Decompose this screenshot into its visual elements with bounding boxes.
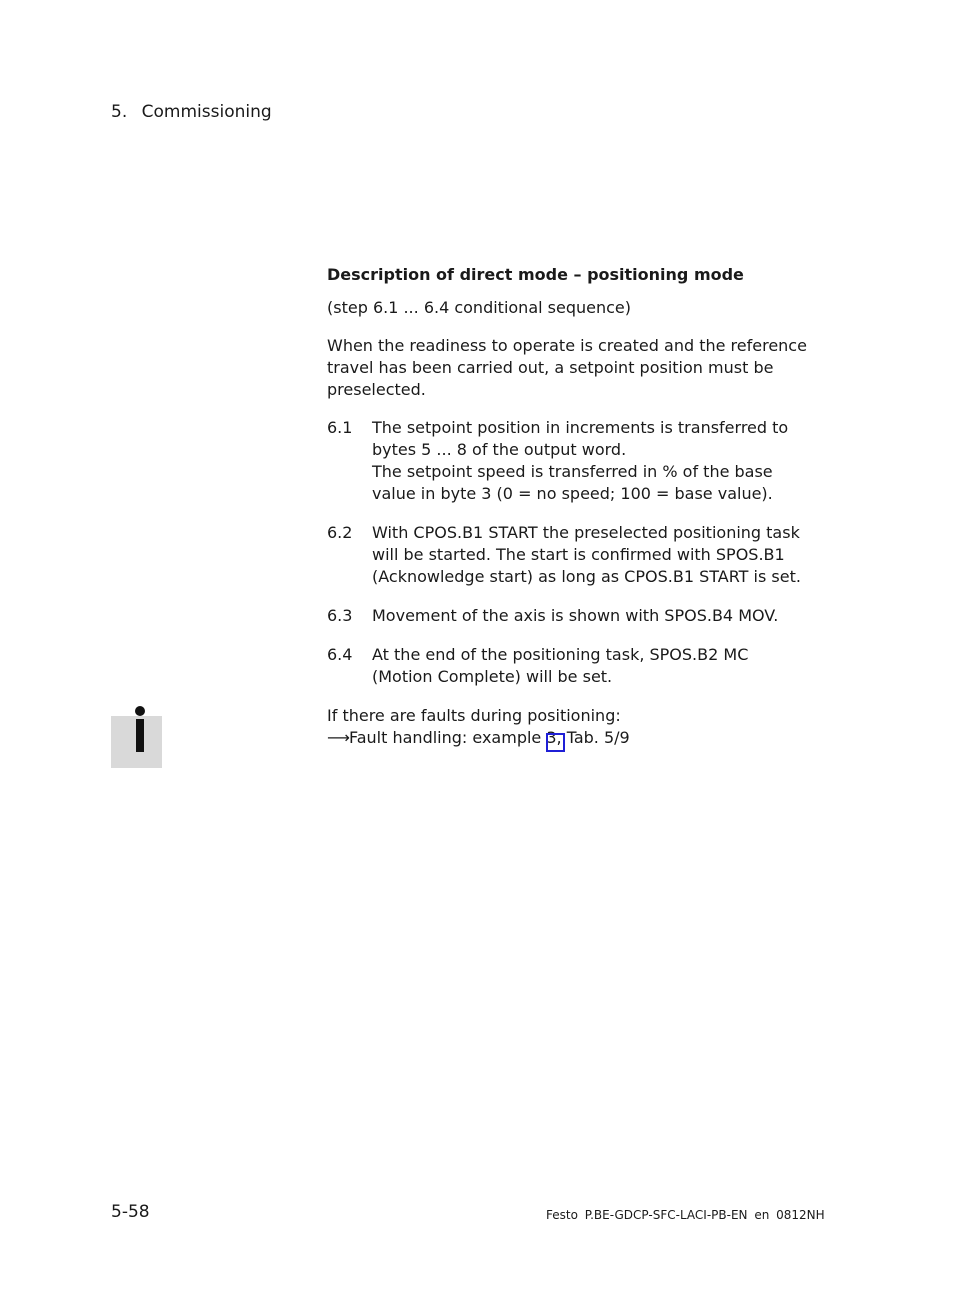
info-icon (111, 716, 162, 768)
step-6-4 (327, 644, 807, 688)
note-text: If there are faults during positioning: (327, 706, 621, 725)
step-6-1 (327, 417, 807, 505)
step-number: 6.3 (327, 606, 353, 625)
step-number: 6.1 (327, 418, 353, 437)
running-header (111, 102, 272, 122)
section-title: Description of direct mode – positioning mode (327, 265, 744, 284)
document-id: Festo P.BE-GDCP-SFC-LACI-PB-EN en 0812NH (546, 1208, 825, 1222)
section-subtitle: (step 6.1 ... 6.4 conditional sequence) (327, 298, 631, 317)
step-line: The setpoint speed is transferred in % of the base value in byte 3 (0 = no speed; 100 = base value). (372, 462, 773, 503)
chapter-title: Commissioning (141, 102, 272, 122)
intro-paragraph: When the readiness to operate is created and the reference travel has been carried out, a setpoint position must be preselected. (327, 336, 807, 399)
step-text (372, 417, 807, 505)
step-6-2 (327, 522, 807, 588)
info-icon-dot (135, 706, 145, 716)
step-text: With CPOS.B1 START the preselected positioning task will be started. The start is confirmed with SPOS.B1 (Acknowledge start) as long as CPOS.B1 START is set. (372, 523, 801, 586)
step-number: 6.2 (327, 523, 353, 542)
fault-note (327, 705, 807, 749)
note-reference-line (327, 727, 807, 749)
step-line: The setpoint position in increments is transferred to bytes 5 ... 8 of the output word. (372, 418, 789, 459)
step-text: At the end of the positioning task, SPOS.B2 MC (Motion Complete) will be set. (372, 645, 749, 686)
page-number: 5-58 (111, 1202, 150, 1222)
main-content (327, 264, 807, 749)
step-number: 6.4 (327, 645, 353, 664)
info-icon-bar (136, 719, 144, 752)
chapter-number: 5. (111, 102, 128, 122)
fault-handling-reference[interactable]: Fault handling: example 3, Tab. 5/9 (349, 728, 630, 747)
arrow-right-icon: ⟶ (327, 728, 350, 747)
step-6-3 (327, 605, 807, 627)
step-text: Movement of the axis is shown with SPOS.B4 MOV. (372, 606, 779, 625)
link-highlight-box[interactable] (546, 733, 565, 752)
